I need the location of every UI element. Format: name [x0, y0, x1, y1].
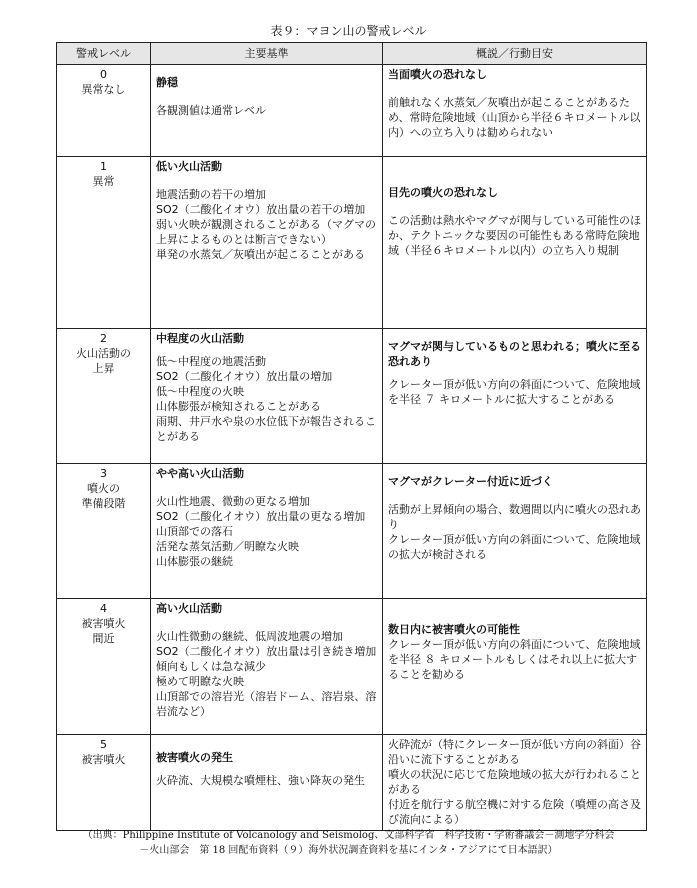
outlook-item: クレーター頂が低い方向の斜面について、危険地域を半径 ７ キロメートルに拡大することがある [388, 378, 641, 406]
outlook-item: クレーター頂が低い方向の斜面について、危険地域の拡大が検討される [388, 533, 641, 561]
criteria-item: SO2（二酸化イオウ）放出量の増加 [156, 370, 333, 383]
outlook-item: 前触れなく水蒸気／灰噴出が起こることがあるため、常時危険地域（山頂から半径６キロメートル以内）への立ち入りは勧められない [388, 96, 641, 139]
criteria-item: 火山性地震、微動の更なる増加 [156, 495, 310, 508]
criteria-item: SO2（二酸化イオウ）放出量は引き続き増加傾向もしくは急な減少 [156, 645, 377, 673]
outlook-item: クレーター頂が低い方向の斜面について、危険地域を半径 ８ キロメートルもしくはそれ以上に拡大することを勧める [388, 638, 641, 681]
criteria-item: 山体膨張の継続 [156, 555, 233, 568]
outlook-title: 目先の噴火の恐れなし [388, 186, 498, 199]
table-row [57, 329, 647, 464]
criteria-cell [151, 599, 383, 735]
outlook-title: 数日内に被害噴火の可能性 [388, 623, 520, 636]
level-cell [57, 157, 151, 329]
criteria-item: 極めて明瞭な火映 [156, 675, 244, 688]
table-row [57, 157, 647, 329]
criteria-title: 静穏 [156, 76, 178, 89]
criteria-item: 単発の水蒸気／灰噴出が起こることがある [156, 248, 365, 261]
criteria-cell [151, 157, 383, 329]
outlook-item: この活動は熱水やマグマが関与している可能性のほか、テクトニックな要因の可能性もある常時危険地域（半径６キロメートル以内）の立ち入り規制 [388, 214, 641, 257]
criteria-item: 火山性微動の継続、低周波地震の増加 [156, 630, 343, 643]
outlook-item: 噴火の状況に応じて危険地域の拡大が行われることがある [388, 768, 641, 796]
criteria-cell [151, 735, 383, 831]
level-cell [57, 464, 151, 599]
source-note [0, 828, 697, 858]
outlook-item: 付近を航行する航空機に対する危険（噴煙の高さ及び流向による） [388, 798, 641, 826]
criteria-title: 低い火山活動 [156, 160, 222, 173]
outlook-cell [383, 157, 647, 329]
criteria-title: やや高い火山活動 [156, 467, 244, 480]
level-name: 異常なし [81, 83, 126, 96]
header-outlook: 概説／行動目安 [383, 43, 647, 65]
criteria-item: 山体膨張が検知されることがある [156, 400, 321, 413]
criteria-title: 中程度の火山活動 [156, 332, 244, 345]
table-title: 表９：マヨン山の警戒レベル [270, 24, 427, 38]
outlook-cell [383, 599, 647, 735]
table-row [57, 65, 647, 157]
level-number: 1 [100, 160, 107, 173]
criteria-item: 地震活動の若干の増加 [156, 188, 266, 201]
header-criteria: 主要基準 [151, 43, 383, 65]
outlook-item: 火砕流が（特にクレーター頂が低い方向の斜面）谷沿いに流下することがある [388, 738, 641, 766]
level-name: 被害噴火 [81, 617, 126, 630]
level-name: 被害噴火 [81, 753, 126, 766]
level-number: 5 [100, 738, 107, 751]
criteria-title: 被害噴火の発生 [156, 751, 233, 764]
criteria-cell [151, 65, 383, 157]
source-note-line: －火山部会 第 18 回配布資料（９）海外状況調査資料を基にインタ・アジアにて日本語訳） [139, 845, 558, 856]
criteria-item: 雨期、井戸水や泉の水位低下が報告されることがある [156, 415, 376, 443]
criteria-item: 各観測値は通常レベル [156, 104, 266, 117]
criteria-title: 高い火山活動 [156, 602, 222, 615]
level-cell [57, 599, 151, 735]
table-row [57, 599, 647, 735]
criteria-item: 火砕流、大規模な噴煙柱、強い降灰の発生 [156, 774, 365, 787]
header-level: 警戒レベル [57, 43, 151, 65]
table-row [57, 464, 647, 599]
level-cell [57, 735, 151, 831]
criteria-item: 弱い火映が観測されることがある（マグマの上昇によるものとは断言できない） [156, 218, 376, 246]
level-name: 間近 [92, 632, 115, 645]
source-note-line: （出典：Philippine Institute of Volcanology and Seismolog、文部科学省 科学技術・学術審議会－測地学分科会 [82, 830, 615, 841]
level-number: 4 [100, 602, 107, 615]
outlook-title: 当面噴火の恐れなし [388, 68, 487, 81]
outlook-cell [383, 464, 647, 599]
outlook-title: マグマがクレーター付近に近づく [388, 475, 553, 488]
level-number: 0 [100, 68, 107, 81]
criteria-item: 活発な蒸気活動／明瞭な火映 [156, 540, 299, 553]
criteria-cell [151, 329, 383, 464]
outlook-item: 活動が上昇傾向の場合、数週間以内に噴火の恐れあり [388, 503, 641, 531]
criteria-cell [151, 464, 383, 599]
level-name: 上昇 [92, 362, 115, 375]
outlook-cell [383, 65, 647, 157]
table-header-row [57, 43, 647, 65]
criteria-item: 低～中程度の地震活動 [156, 355, 266, 368]
outlook-cell [383, 735, 647, 831]
level-number: 3 [100, 467, 107, 480]
criteria-item: SO2（二酸化イオウ）放出量の若干の増加 [156, 203, 366, 216]
criteria-item: SO2（二酸化イオウ）放出量の更なる増加 [156, 510, 366, 523]
level-cell [57, 329, 151, 464]
level-name: 異常 [92, 175, 115, 188]
level-number: 2 [100, 332, 107, 345]
criteria-item: 山頂部での溶岩光（溶岩ドーム、溶岩泉、溶岩流など） [156, 690, 377, 718]
table-row [57, 735, 647, 831]
level-cell [57, 65, 151, 157]
criteria-item: 山頂部での落石 [156, 525, 233, 538]
alert-level-table [56, 42, 647, 831]
level-name: 火山活動の [76, 347, 131, 360]
level-name: 準備段階 [81, 497, 126, 510]
criteria-item: 低～中程度の火映 [156, 385, 244, 398]
outlook-title: マグマが関与しているものと思われる；噴火に至る恐れあり [388, 340, 641, 368]
outlook-cell [383, 329, 647, 464]
level-name: 噴火の [87, 482, 120, 495]
